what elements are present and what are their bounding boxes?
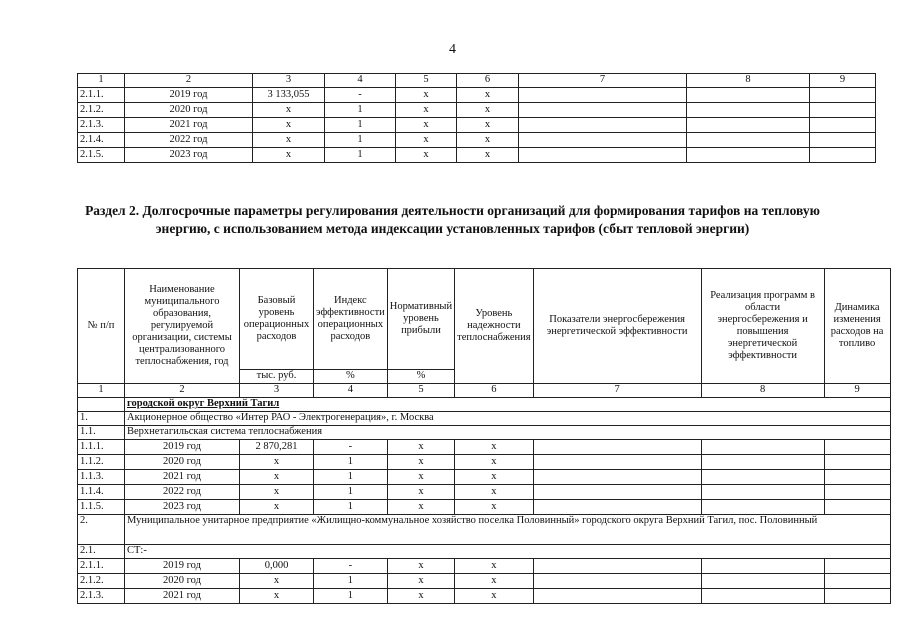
row-year: 2019 год: [125, 559, 240, 574]
row-index: 1: [314, 500, 388, 515]
row-profit: x: [396, 88, 457, 103]
row-col9: [824, 485, 890, 500]
row-reliability: x: [457, 148, 519, 163]
org-num: 2.: [78, 515, 125, 545]
col-num: 5: [396, 74, 457, 88]
row-year: 2020 год: [125, 455, 240, 470]
row-index: 1: [314, 455, 388, 470]
row-index: 1: [314, 589, 388, 604]
system-name: Верхнетагильская система теплоснабжения: [125, 426, 891, 440]
row-profit: x: [396, 118, 457, 133]
col-num: 2: [125, 74, 253, 88]
row-index: 1: [314, 574, 388, 589]
row-year: 2019 год: [125, 440, 240, 455]
section-title: Раздел 2. Долгосрочные параметры регулирования деятельности организаций для формирования тарифов на тепловую энергию, с использованием метода индексации установленных тарифов (сбыт тепловой энергии): [85, 203, 820, 236]
row-col9: [810, 148, 876, 163]
row-base-cost: x: [253, 133, 325, 148]
col-num: 5: [387, 384, 454, 398]
header-base-cost: Базовый уровень операционных расходов: [240, 269, 314, 370]
row-year: 2019 год: [125, 88, 253, 103]
header-row: [78, 269, 891, 370]
row-profit: x: [387, 455, 454, 470]
table-row: [78, 574, 891, 589]
table-row: [78, 103, 876, 118]
system-row: [78, 426, 891, 440]
row-reliability: x: [457, 133, 519, 148]
row-col9: [824, 440, 890, 455]
row-num: 2.1.1.: [78, 559, 125, 574]
row-base-cost: x: [240, 500, 314, 515]
row-profit: x: [387, 485, 454, 500]
row-col7: [533, 574, 701, 589]
row-col9: [824, 574, 890, 589]
row-col9: [824, 500, 890, 515]
row-col7: [533, 559, 701, 574]
row-num: 2.1.2.: [78, 574, 125, 589]
table-row: [78, 148, 876, 163]
row-profit: x: [396, 133, 457, 148]
row-year: 2023 год: [125, 148, 253, 163]
row-col8: [687, 103, 810, 118]
header-energy-saving: Показатели энергосбережения энергетической эффективности: [533, 269, 701, 384]
row-col7: [519, 103, 687, 118]
row-col8: [701, 470, 824, 485]
row-profit: x: [387, 574, 454, 589]
system-row: [78, 545, 891, 559]
org-name: Муниципальное унитарное предприятие «Жилищно-коммунальное хозяйство поселка Половинный» городского округа Верхний Тагил, пос. Половинный: [125, 515, 891, 545]
row-col8: [701, 455, 824, 470]
row-num: 2.1.2.: [78, 103, 125, 118]
row-num: 1.1.2.: [78, 455, 125, 470]
row-index: 1: [325, 133, 396, 148]
row-year: 2020 год: [125, 103, 253, 118]
col-num: 3: [253, 74, 325, 88]
column-number-row: [78, 384, 891, 398]
unit-base-cost: тыс. руб.: [240, 370, 314, 384]
row-index: -: [314, 559, 388, 574]
row-reliability: x: [457, 103, 519, 118]
row-base-cost: x: [240, 455, 314, 470]
system-name: СТ:-: [125, 545, 891, 559]
col-num: 7: [533, 384, 701, 398]
row-year: 2021 год: [125, 118, 253, 133]
row-col8: [701, 485, 824, 500]
row-col8: [701, 559, 824, 574]
row-index: 1: [314, 485, 388, 500]
row-reliability: x: [455, 589, 533, 604]
row-num: 2.1.3.: [78, 118, 125, 133]
row-base-cost: 3 133,055: [253, 88, 325, 103]
header-name: Наименование муниципального образования, регулируемой организации, системы централизованного теплоснабжения, год: [125, 269, 240, 384]
col-num: 4: [314, 384, 388, 398]
row-col8: [687, 133, 810, 148]
row-col7: [533, 589, 701, 604]
row-col7: [533, 455, 701, 470]
row-year: 2021 год: [125, 589, 240, 604]
organization-row: [78, 412, 891, 426]
row-col8: [701, 500, 824, 515]
row-col7: [533, 500, 701, 515]
table-row: [78, 470, 891, 485]
organization-row: [78, 515, 891, 545]
row-index: -: [314, 440, 388, 455]
row-profit: x: [387, 500, 454, 515]
col-num: 2: [125, 384, 240, 398]
row-base-cost: x: [240, 589, 314, 604]
row-num: 1.1.5.: [78, 500, 125, 515]
row-col8: [687, 88, 810, 103]
header-number: № п/п: [78, 269, 125, 384]
row-num: 2.1.4.: [78, 133, 125, 148]
row-col7: [519, 133, 687, 148]
row-col7: [533, 485, 701, 500]
district-name: городской округ Верхний Тагил: [125, 398, 891, 412]
row-base-cost: x: [240, 470, 314, 485]
table-row: [78, 440, 891, 455]
row-col9: [824, 470, 890, 485]
org-num: 1.: [78, 412, 125, 426]
col-num: 1: [78, 74, 125, 88]
row-index: 1: [314, 470, 388, 485]
col-num: 6: [455, 384, 533, 398]
row-col9: [810, 88, 876, 103]
row-col9: [810, 103, 876, 118]
district-empty-cell: [78, 398, 125, 412]
row-reliability: x: [455, 455, 533, 470]
row-col8: [687, 148, 810, 163]
row-base-cost: x: [240, 574, 314, 589]
table-row: [78, 88, 876, 103]
row-reliability: x: [455, 485, 533, 500]
col-num: 9: [810, 74, 876, 88]
header-fuel-dynamics: Динамика изменения расходов на топливо: [824, 269, 890, 384]
row-col7: [533, 440, 701, 455]
row-year: 2020 год: [125, 574, 240, 589]
col-num: 6: [457, 74, 519, 88]
col-num: 8: [687, 74, 810, 88]
row-profit: x: [387, 440, 454, 455]
row-profit: x: [396, 148, 457, 163]
row-col8: [701, 589, 824, 604]
col-num: 7: [519, 74, 687, 88]
table-row: [78, 118, 876, 133]
row-index: 1: [325, 118, 396, 133]
row-col9: [824, 455, 890, 470]
row-num: 2.1.1.: [78, 88, 125, 103]
row-num: 1.1.3.: [78, 470, 125, 485]
row-base-cost: 0,000: [240, 559, 314, 574]
row-base-cost: x: [253, 118, 325, 133]
row-col7: [519, 148, 687, 163]
table-continuation: [77, 73, 876, 163]
row-index: 1: [325, 148, 396, 163]
row-col8: [701, 440, 824, 455]
header-reliability: Уровень надежности теплоснабжения: [455, 269, 533, 384]
row-num: 2.1.5.: [78, 148, 125, 163]
row-reliability: x: [455, 500, 533, 515]
table-row: [78, 133, 876, 148]
header-programs: Реализация программ в области энергосбережения и повышения энергетической эффективности: [701, 269, 824, 384]
page-number: 4: [449, 42, 456, 57]
col-num: 8: [701, 384, 824, 398]
district-row: [78, 398, 891, 412]
row-profit: x: [387, 589, 454, 604]
table-row: [78, 589, 891, 604]
table-row: [78, 559, 891, 574]
row-col8: [701, 574, 824, 589]
row-col8: [687, 118, 810, 133]
col-num: 9: [824, 384, 890, 398]
unit-index: %: [314, 370, 388, 384]
row-num: 1.1.1.: [78, 440, 125, 455]
row-index: -: [325, 88, 396, 103]
row-reliability: x: [455, 559, 533, 574]
row-year: 2022 год: [125, 485, 240, 500]
row-year: 2021 год: [125, 470, 240, 485]
header-efficiency-index: Индекс эффективности операционных расходов: [314, 269, 388, 370]
col-num: 3: [240, 384, 314, 398]
col-num: 4: [325, 74, 396, 88]
row-num: 2.1.3.: [78, 589, 125, 604]
org-name: Акционерное общество «Интер РАО - Электрогенерация», г. Москва: [125, 412, 891, 426]
row-col7: [519, 118, 687, 133]
tariff-parameters-table: [77, 268, 891, 604]
row-reliability: x: [457, 118, 519, 133]
header-profit-level: Нормативный уровень прибыли: [387, 269, 454, 370]
row-col7: [519, 88, 687, 103]
row-reliability: x: [457, 88, 519, 103]
row-profit: x: [387, 559, 454, 574]
row-base-cost: 2 870,281: [240, 440, 314, 455]
row-col9: [824, 589, 890, 604]
system-num: 1.1.: [78, 426, 125, 440]
row-base-cost: x: [253, 103, 325, 118]
row-col9: [810, 118, 876, 133]
row-year: 2023 год: [125, 500, 240, 515]
row-reliability: x: [455, 440, 533, 455]
col-num: 1: [78, 384, 125, 398]
row-year: 2022 год: [125, 133, 253, 148]
row-num: 1.1.4.: [78, 485, 125, 500]
row-col9: [810, 133, 876, 148]
row-base-cost: x: [240, 485, 314, 500]
row-col9: [824, 559, 890, 574]
row-index: 1: [325, 103, 396, 118]
row-reliability: x: [455, 574, 533, 589]
table-row: [78, 455, 891, 470]
table-row: [78, 500, 891, 515]
row-col7: [533, 470, 701, 485]
row-reliability: x: [455, 470, 533, 485]
row-base-cost: x: [253, 148, 325, 163]
column-number-row: [78, 74, 876, 88]
row-profit: x: [396, 103, 457, 118]
unit-profit: %: [387, 370, 454, 384]
table-row: [78, 485, 891, 500]
row-profit: x: [387, 470, 454, 485]
system-num: 2.1.: [78, 545, 125, 559]
